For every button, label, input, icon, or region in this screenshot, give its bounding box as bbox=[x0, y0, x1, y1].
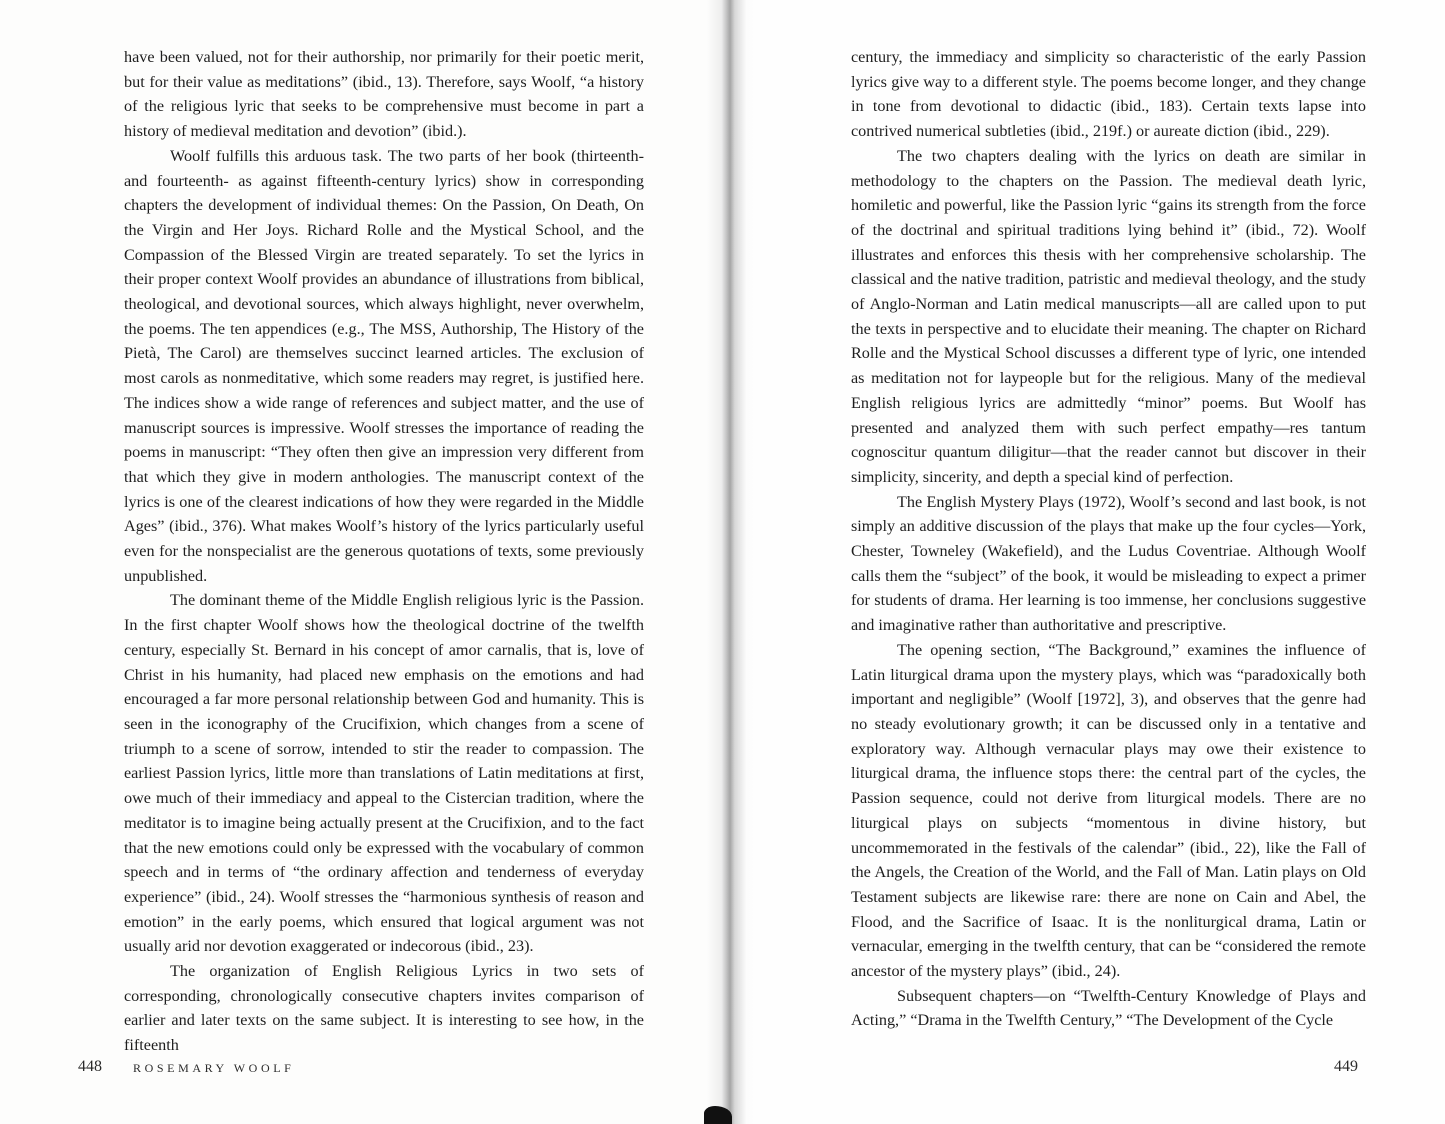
left-page bbox=[0, 0, 722, 1124]
left-paragraph-4: The organization of English Religious Lyrics in two sets of corresponding, chronologically consecutive chapters invites comparison of earlier and later texts on the same subject. It is interesting to see how, in the fifteenth bbox=[124, 962, 644, 1055]
right-paragraph-4: The opening section, “The Background,” examines the influence of Latin liturgical drama upon the mystery plays, which was “paradoxically both important and negligible” (Woolf [1972], 3), and observes that the genre had no steady evolutionary growth; it can be discussed only in a tentative and exploratory way. Although vernacular plays may owe their existence to liturgical drama, the influence stops there: the central part of the cycles, the Passion sequence, could not derive from liturgical models. There are no liturgical plays on subjects “momentous in divine history, but uncommemorated in the festivals of the calendar” (ibid., 22), like the Fall of the Angels, the Creation of the World, and the Fall of Man. Latin plays on Old Testament subjects are likewise rare: there are none on Cain and Abel, the Flood, and the Sacrifice of Isaac. It is the nonliturgical drama, Latin or vernacular, emerging in the twelfth century, that can be “considered the remote ancestor of the mystery plays” (ibid., 24). bbox=[851, 640, 1366, 981]
left-paragraph-1: have been valued, not for their authorship, nor primarily for their poetic merit, but for their value as meditations” (ibid., 13). Therefore, says Woolf, “a history of the religious lyric that seeks to be comprehensive must become in part a history of medieval meditation and devotion” (ibid.). bbox=[124, 48, 644, 141]
right-paragraph-5: Subsequent chapters—on “Twelfth-Century Knowledge of Plays and Acting,” “Drama in the Twelfth Century,” “The Development of the Cycle bbox=[851, 986, 1366, 1030]
right-page-body bbox=[851, 45, 1366, 1033]
right-paragraph-2: The two chapters dealing with the lyrics on death are similar in methodology to the chapters on the Passion. The medieval death lyric, homiletic and powerful, like the Passion lyric “gains its strength from the force of the doctrinal and spiritual traditions lying behind it” (ibid., 72). Woolf illustrates and enforces this thesis with her comprehensive scholarship. The classical and the native tradition, patristic and medieval theology, and the study of Anglo-Norman and Latin medical manuscripts—all are called upon to put the texts in perspective and to elucidate their meaning. The chapter on Richard Rolle and the Mystical School discusses a different type of lyric, one intended as meditation not for laypeople but for the religious. Many of the medieval English religious lyrics are admittedly “minor” poems. But Woolf has presented and analyzed them with such perfect empathy—res tantum cognoscitur quantum diligitur—that the reader cannot but discover in their simplicity, sincerity, and depth a special kind of perfection. bbox=[851, 146, 1366, 486]
running-head: ROSEMARY WOOLF bbox=[133, 1061, 295, 1075]
right-paragraph-1: century, the immediacy and simplicity so characteristic of the early Passion lyrics give way to a different style. The poems become longer, and they change in tone from devotional to didactic (ibid., 183). Certain texts lapse into contrived numerical subtleties (ibid., 219f.) or aureate diction (ibid., 229). bbox=[851, 48, 1366, 141]
book-gutter bbox=[707, 0, 755, 1124]
left-page-number: 448 bbox=[78, 1058, 102, 1075]
right-paragraph-3: The English Mystery Plays (1972), Woolf’s second and last book, is not simply an additive discussion of the plays that make up the four cycles—York, Chester, Towneley (Wakefield), and the Ludus Coventriae. Although Woolf calls them the “subject” of the book, it would be misleading to expect a primer for students of drama. Her learning is too immense, her conclusions suggestive and imaginative rather than authoritative and prescriptive. bbox=[851, 492, 1366, 635]
gutter-shadow bbox=[704, 1106, 732, 1124]
left-paragraph-3: The dominant theme of the Middle English religious lyric is the Passion. In the first chapter Woolf shows how the theological doctrine of the twelfth century, especially St. Bernard in his concept of amor carnalis, that is, love of Christ in his humanity, had placed new emphasis on the emotions and had encouraged a far more personal relationship between God and humanity. This is seen in the iconography of the Crucifixion, which changes from a scene of triumph to a scene of sorrow, intended to stir the reader to compassion. The earliest Passion lyrics, little more than translations of Latin meditations at first, owe much of their immediacy and appeal to the Cistercian tradition, where the meditator is to imagine being actually present at the Crucifixion, and to the fact that the new emotions could only be expressed with the vocabulary of common speech and in terms of “the ordinary affection and tenderness of everyday experience” (ibid., 24). Woolf stresses the “harmonious synthesis of reason and emotion” in the early poems, which ensured that logical argument was not usually arid nor devotion exaggerated or indecorous (ibid., 23). bbox=[124, 591, 644, 956]
left-page-body bbox=[124, 45, 644, 1058]
right-page-number: 449 bbox=[1334, 1058, 1358, 1075]
left-paragraph-2: Woolf fulfills this arduous task. The two parts of her book (thirteenth- and fourteenth- as against fifteenth-century lyrics) show in corresponding chapters the development of individual themes: On the Passion, On Death, On the Virgin and Her Joys. Richard Rolle and the Mystical School, and the Compassion of the Blessed Virgin are treated separately. To set the lyrics in their proper context Woolf provides an abundance of illustrations from biblical, theological, and devotional sources, which always highlight, never overwhelm, the poems. The ten appendices (e.g., The MSS, Authorship, The History of the Pietà, The Carol) are themselves succinct learned articles. The exclusion of most carols as nonmeditative, which some readers may regret, is justified here. The indices show a wide range of references and subject matter, and the use of manuscript sources is impressive. Woolf stresses the importance of reading the poems in manuscript: “They often then give an impression very different from that which they give in modern anthologies. The manuscript context of the lyrics is one of the clearest indications of how they were regarded in the Middle Ages” (ibid., 376). What makes Woolf’s history of the lyrics particularly useful even for the nonspecialist are the generous quotations of texts, some previously unpublished. bbox=[124, 146, 644, 585]
